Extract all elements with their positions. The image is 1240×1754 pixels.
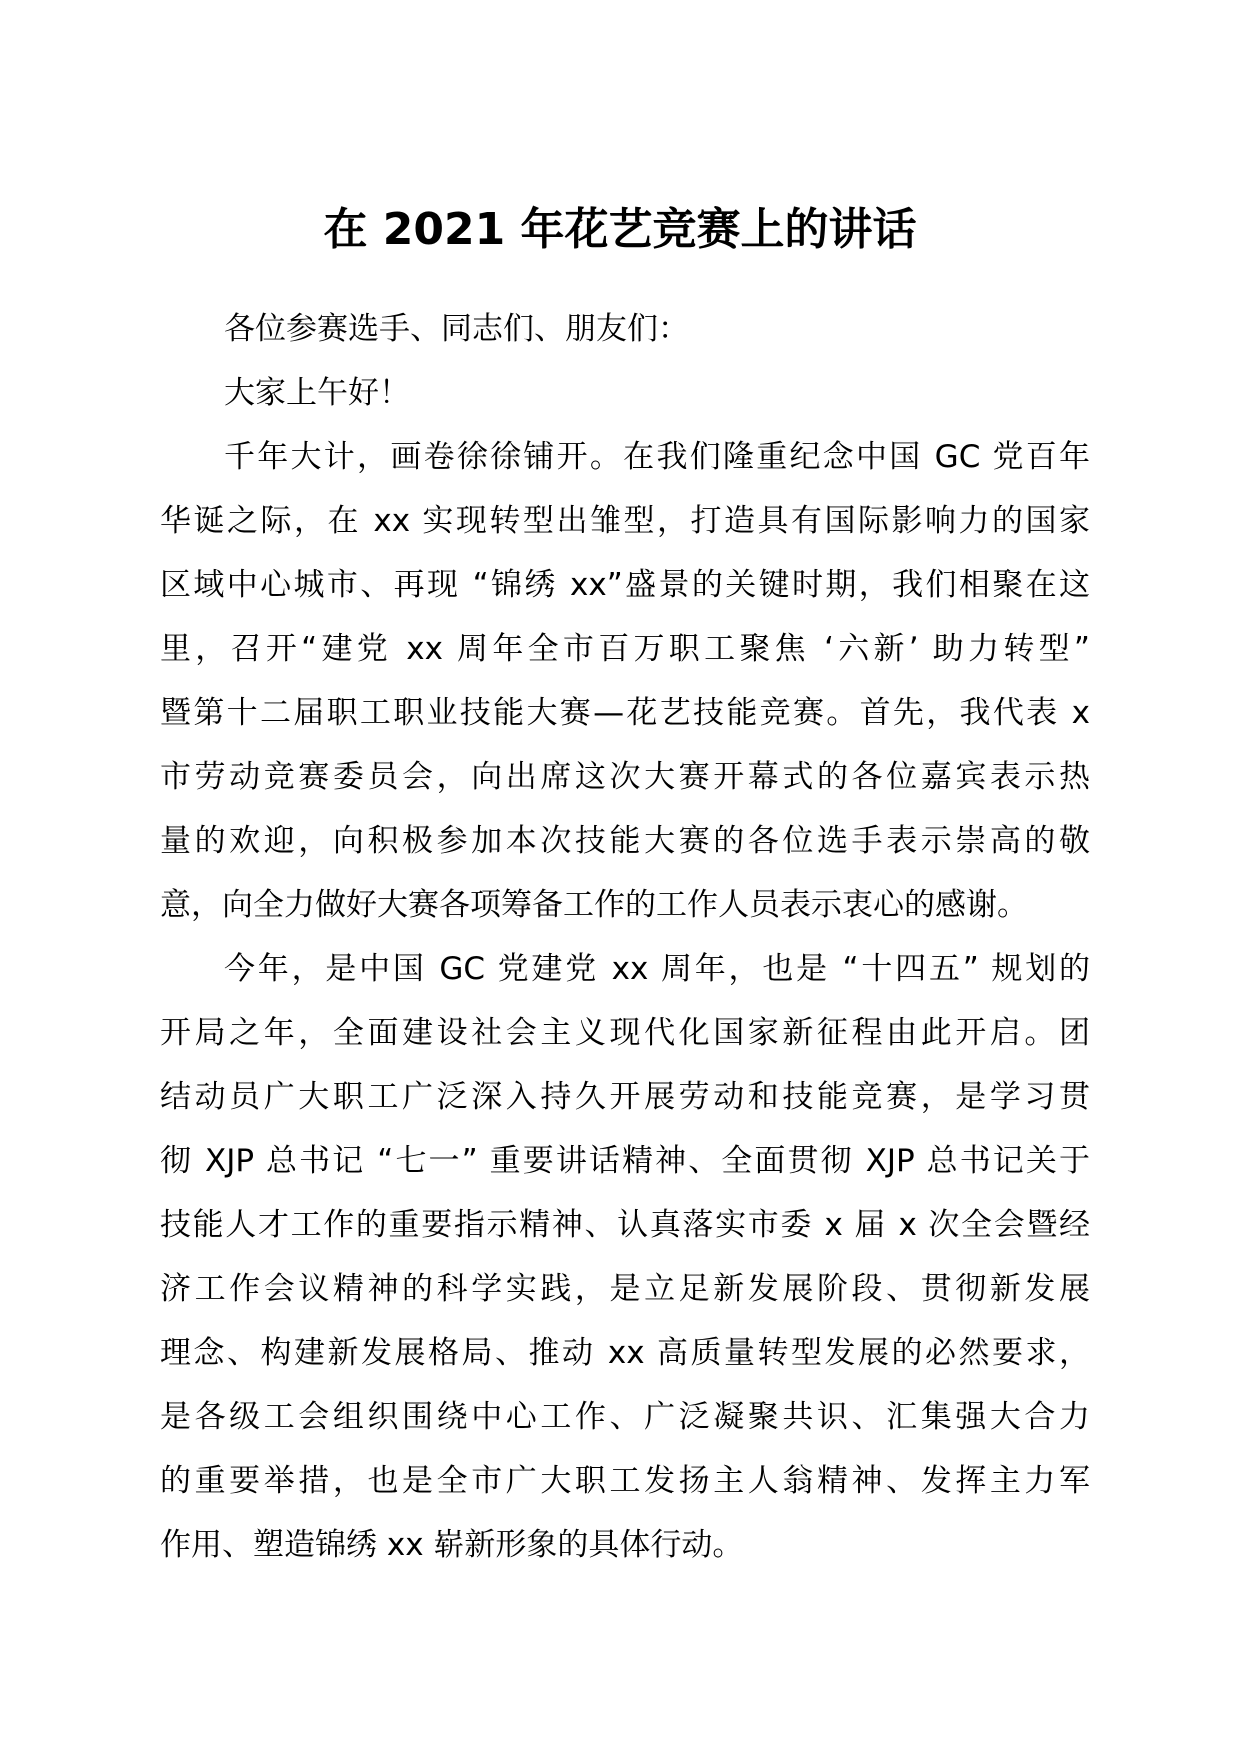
salutation: 各位参赛选手、同志们、朋友们： bbox=[224, 311, 689, 347]
paragraph-1 bbox=[160, 425, 1090, 937]
paragraph-line: 作用、塑造锦绣 xx 崭新形象的具体行动。 bbox=[160, 1527, 744, 1563]
paragraph-line: 意，向全力做好大赛各项筹备工作的工作人员表示衷心的感谢。 bbox=[160, 887, 1028, 923]
document-title: 在 2021 年花艺竞赛上的讲话 bbox=[323, 204, 917, 255]
paragraph-line: 里，召开“建党 xx 周年全市百万职工聚焦 ‘六新’ 助力转型” bbox=[160, 631, 1090, 667]
document-body bbox=[160, 297, 1090, 1577]
paragraph-line: 是各级工会组织围绕中心工作、广泛凝聚共识、汇集强大合力 bbox=[160, 1399, 1090, 1435]
paragraph-line: 理念、构建新发展格局、推动 xx 高质量转型发展的必然要求， bbox=[160, 1335, 1090, 1371]
paragraph-line: 市劳动竞赛委员会，向出席这次大赛开幕式的各位嘉宾表示热 bbox=[160, 759, 1090, 795]
paragraph-line: 华诞之际，在 xx 实现转型出雏型，打造具有国际影响力的国家 bbox=[160, 503, 1090, 539]
paragraph-line: 区域中心城市、再现 “锦绣 xx”盛景的关键时期，我们相聚在这 bbox=[160, 567, 1090, 603]
paragraph-line: 千年大计，画卷徐徐铺开。在我们隆重纪念中国 GC 党百年 bbox=[224, 439, 1090, 475]
paragraph-line: 暨第十二届职工职业技能大赛—花艺技能竞赛。首先，我代表 x bbox=[160, 695, 1090, 731]
paragraph-line: 济工作会议精神的科学实践，是立足新发展阶段、贯彻新发展 bbox=[160, 1271, 1090, 1307]
paragraph-line: 技能人才工作的重要指示精神、认真落实市委 x 届 x 次全会暨经 bbox=[160, 1207, 1090, 1243]
paragraph-line: 彻 XJP 总书记 “七一” 重要讲话精神、全面贯彻 XJP 总书记关于 bbox=[160, 1143, 1090, 1179]
paragraph-line: 的重要举措，也是全市广大职工发扬主人翁精神、发挥主力军 bbox=[160, 1463, 1090, 1499]
paragraph-line: 量的欢迎，向积极参加本次技能大赛的各位选手表示崇高的敬 bbox=[160, 823, 1090, 859]
paragraph-line: 结动员广大职工广泛深入持久开展劳动和技能竞赛，是学习贯 bbox=[160, 1079, 1090, 1115]
greeting: 大家上午好！ bbox=[224, 375, 410, 411]
paragraph-line: 今年，是中国 GC 党建党 xx 周年，也是 “十四五” 规划的 bbox=[224, 951, 1090, 987]
paragraph-line: 开局之年，全面建设社会主义现代化国家新征程由此开启。团 bbox=[160, 1015, 1090, 1051]
paragraph-2 bbox=[160, 937, 1090, 1577]
